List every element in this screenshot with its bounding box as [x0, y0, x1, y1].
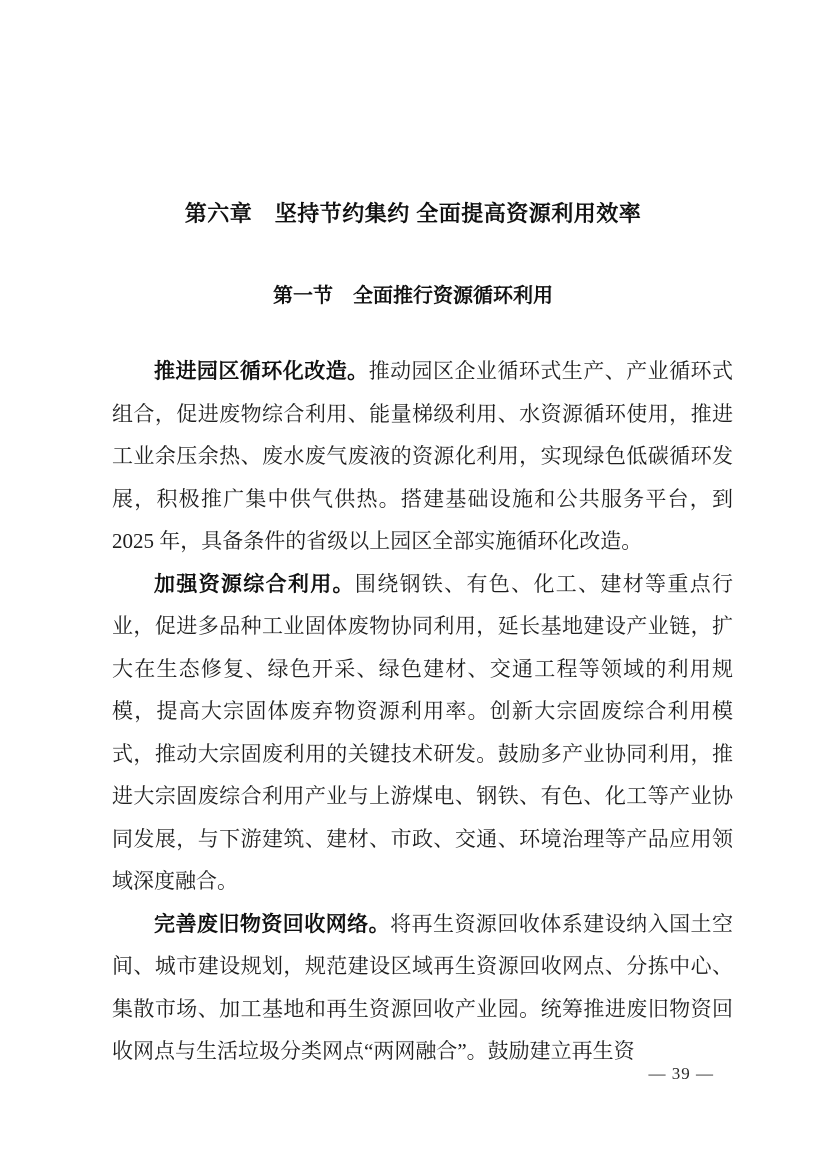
paragraph-lead: 加强资源综合利用。 [154, 571, 355, 596]
paragraph [112, 350, 733, 563]
page-number: — 39 — [648, 1064, 714, 1083]
paragraph-body: 将再生资源回收体系建设纳入国土空间、城市建设规划，规范建设区域再生资源回收网点、分拣中心、集散市场、加工基地和再生资源回收产业园。统筹推进废旧物资回收网点与生活垃圾分类网点“两网融合”。鼓励建立再生资 [112, 911, 733, 1063]
paragraph-body: 围绕钢铁、有色、化工、建材等重点行业，促进多品种工业固体废物协同利用，延长基地建设产业链，扩大在生态修复、绿色开采、绿色建材、交通工程等领域的利用规模，提高大宗固体废弃物资源利用率。创新大宗固废综合利用模式，推动大宗固废利用的关键技术研发。鼓励多产业协同利用，推进大宗固废综合利用产业与上游煤电、钢铁、有色、化工等产业协同发展，与下游建筑、建材、市政、交通、环境治理等产品应用领域深度融合。 [112, 571, 734, 893]
chapter-title: 第六章 坚持节约集约 全面提高资源利用效率 [184, 201, 642, 226]
paragraph-lead: 推进园区循环化改造。 [154, 359, 369, 383]
paragraph [112, 563, 733, 903]
paragraph-body: 推动园区企业循环式生产、产业循环式组合，促进废物综合利用、能量梯级利用、水资源循环使用，推进工业余压余热、废水废气废液的资源化利用，实现绿色低碳循环发展，积极推广集中供气供热。搭建基础设施和公共服务平台，到 2025 年，具备条件的省级以上园区全部实施循环化改造。 [112, 359, 734, 553]
paragraph [112, 903, 733, 1073]
body-text [112, 350, 733, 1073]
section-title: 第一节 全面推行资源循环利用 [273, 285, 553, 307]
paragraph-lead: 完善废旧物资回收网络。 [154, 911, 391, 936]
